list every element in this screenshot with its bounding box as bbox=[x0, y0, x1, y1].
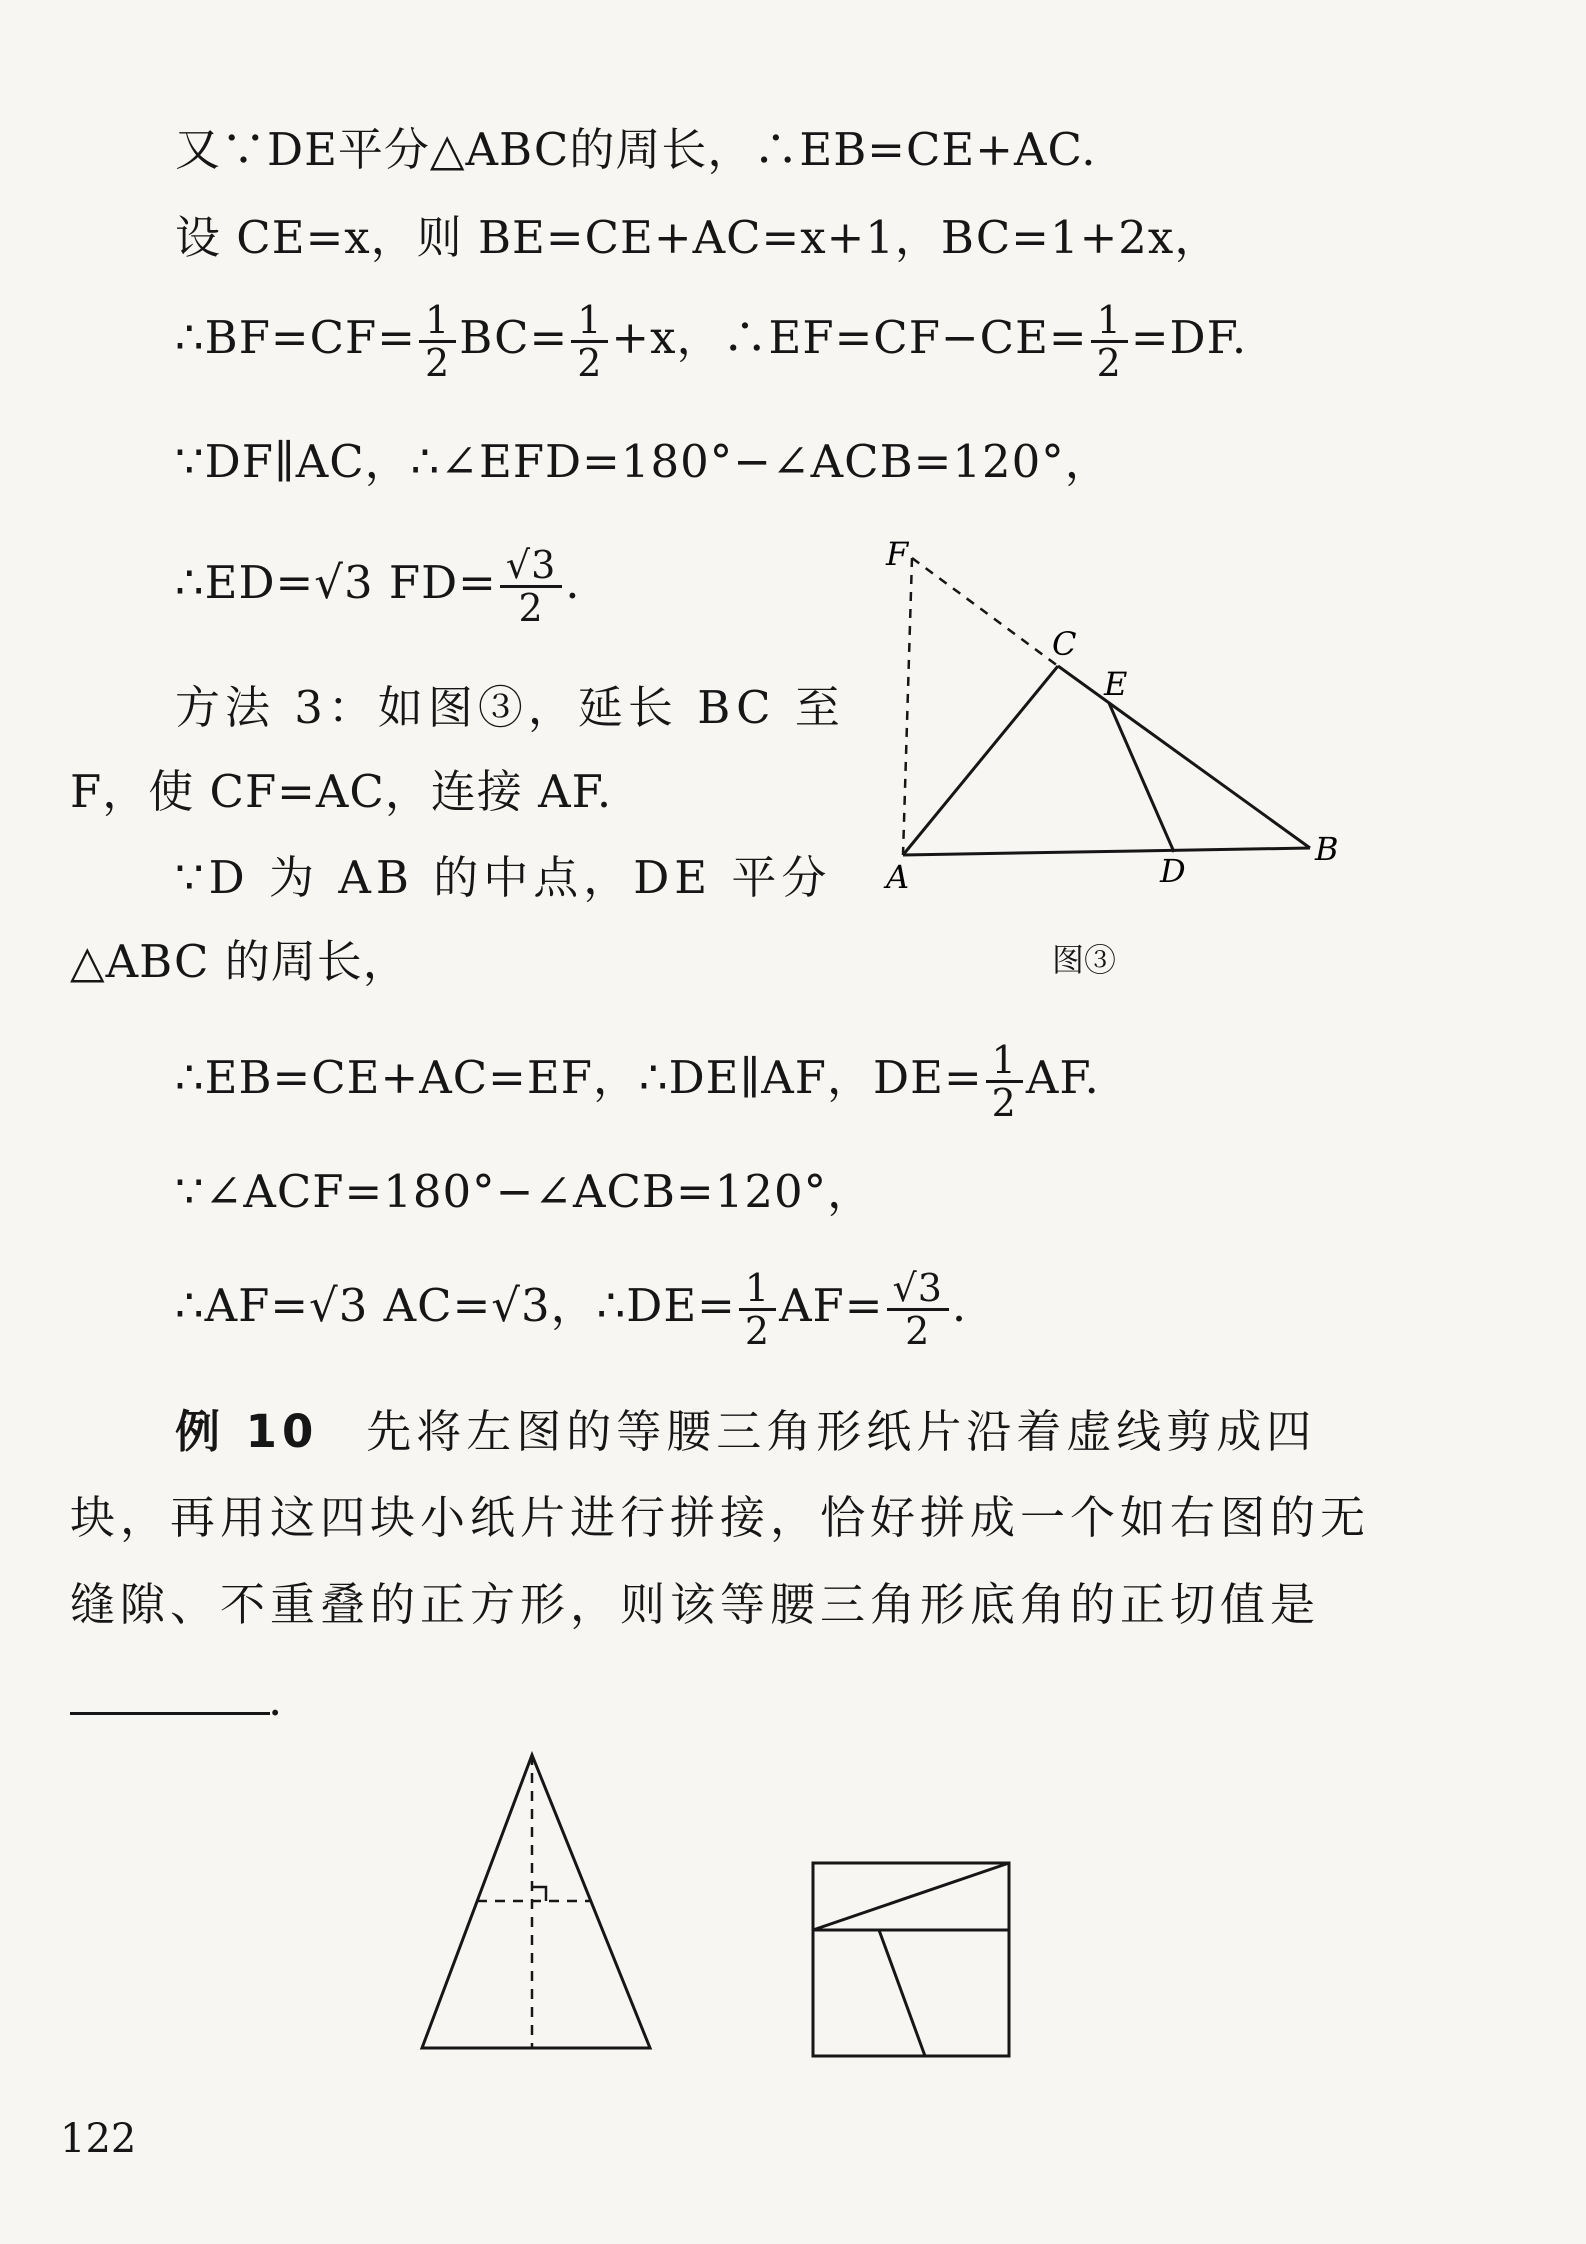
figure-3-diagram bbox=[860, 530, 1380, 900]
fraction-numerator: 1 bbox=[739, 1268, 776, 1311]
text-line-8: ∵D 为 AB 的中点，DE 平分 bbox=[175, 851, 832, 904]
text-segment: ∴BF=CF= bbox=[175, 311, 416, 364]
fraction-numerator: √3 bbox=[887, 1268, 949, 1311]
text-segment: BC= bbox=[459, 311, 569, 364]
text-segment: . bbox=[565, 556, 581, 609]
label-E: E bbox=[1104, 665, 1128, 703]
text-line-4: ∵DF∥AC，∴∠EFD=180°−∠ACB=120°， bbox=[175, 435, 1111, 488]
text-line-3 bbox=[175, 300, 1247, 383]
fraction bbox=[887, 1268, 949, 1351]
text-line-7: F，使 CF=AC，连接 AF. bbox=[70, 765, 613, 818]
label-A: A bbox=[886, 858, 910, 896]
fraction bbox=[500, 545, 562, 628]
text-segment: ∴ED=√3 FD= bbox=[175, 556, 497, 609]
text-segment: +x，∴EF=CF−CE= bbox=[611, 311, 1088, 364]
example-line-2: 块，再用这四块小纸片进行拼接，恰好拼成一个如右图的无 bbox=[70, 1491, 1371, 1544]
text-line-11: ∵∠ACF=180°−∠ACB=120°， bbox=[175, 1165, 874, 1218]
fraction bbox=[1091, 300, 1128, 383]
text-segment: ∴EB=CE+AC=EF，∴DE∥AF，DE= bbox=[175, 1051, 983, 1104]
label-D: D bbox=[1160, 852, 1186, 890]
fraction-denominator: 2 bbox=[905, 1309, 931, 1353]
fraction-numerator: 1 bbox=[419, 300, 456, 343]
fraction bbox=[739, 1268, 776, 1351]
figure-3-caption: 图③ bbox=[1052, 941, 1117, 979]
isosceles-triangle-figure bbox=[410, 1745, 670, 2065]
square-figure bbox=[805, 1855, 1025, 2065]
label-C: C bbox=[1052, 625, 1077, 663]
example-text: 先将左图的等腰三角形纸片沿着虚线剪成四 bbox=[366, 1405, 1317, 1458]
text-segment: AF. bbox=[1025, 1051, 1100, 1104]
answer-blank bbox=[70, 1712, 270, 1715]
text-segment: =DF. bbox=[1130, 311, 1248, 364]
fraction-denominator: 2 bbox=[744, 1309, 771, 1353]
text-segment: AF= bbox=[779, 1279, 884, 1332]
fraction-denominator: 2 bbox=[991, 1081, 1017, 1125]
answer-blank-period: . bbox=[268, 1673, 283, 1726]
fraction bbox=[986, 1040, 1023, 1123]
text-segment: . bbox=[951, 1279, 968, 1332]
fraction-denominator: 2 bbox=[577, 341, 603, 385]
fraction-numerator: 1 bbox=[571, 300, 608, 343]
fraction-numerator: 1 bbox=[986, 1040, 1023, 1083]
fraction-denominator: 2 bbox=[1096, 341, 1122, 385]
text-segment: ∴AF=√3 AC=√3，∴DE= bbox=[175, 1279, 736, 1332]
fraction-denominator: 2 bbox=[518, 586, 544, 630]
fraction-numerator: 1 bbox=[1091, 300, 1128, 343]
text-line-10 bbox=[175, 1040, 1100, 1123]
example-line-1 bbox=[175, 1402, 1316, 1462]
text-line-1: 又∵DE平分△ABC的周长，∴EB=CE+AC. bbox=[175, 123, 1097, 176]
page-number: 122 bbox=[60, 2116, 137, 2162]
fraction bbox=[571, 300, 608, 383]
text-line-5 bbox=[175, 545, 581, 628]
text-line-12 bbox=[175, 1268, 967, 1351]
example-label: 例 10 bbox=[175, 1405, 319, 1458]
fraction-denominator: 2 bbox=[425, 341, 451, 385]
fraction bbox=[419, 300, 456, 383]
label-B: B bbox=[1315, 830, 1339, 868]
fraction-numerator: √3 bbox=[500, 545, 562, 588]
example-line-3: 缝隙、不重叠的正方形，则该等腰三角形底角的正切值是 bbox=[70, 1578, 1321, 1631]
text-line-6: 方法 3：如图③，延长 BC 至 bbox=[175, 681, 845, 734]
text-line-2: 设 CE=x，则 BE=CE+AC=x+1，BC=1+2x， bbox=[175, 211, 1221, 264]
label-F: F bbox=[886, 535, 909, 573]
text-line-9: △ABC 的周长， bbox=[70, 935, 409, 988]
